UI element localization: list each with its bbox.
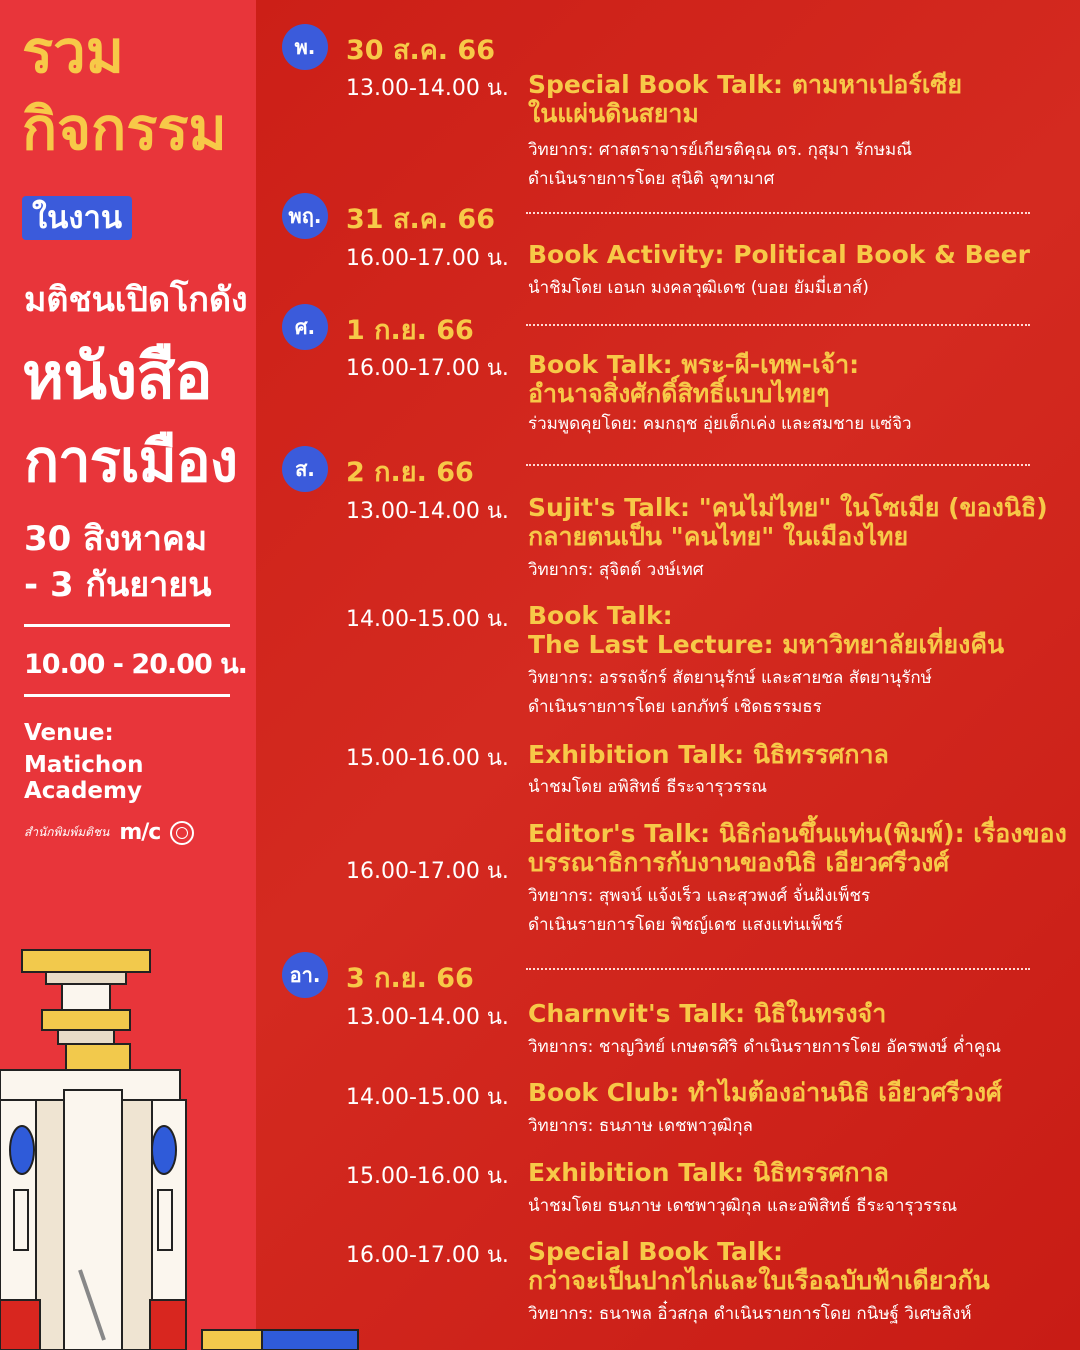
- event-title: Charnvit's Talk: นิธิในทรงจำ: [528, 999, 887, 1028]
- matichon-publishing-logo: สำนักพิมพ์มติชน: [24, 825, 110, 839]
- event-title: Exhibition Talk: นิธิทรรศกาล: [528, 740, 889, 769]
- event-time: 16.00-17.00 น.: [346, 356, 509, 381]
- event-title: กว่าจะเป็นปากไก่และใบเรือฉบับฟ้าเดียวกัน: [528, 1266, 990, 1295]
- dotted-separator: [526, 968, 1030, 970]
- day-circle-badge: พ.: [282, 24, 328, 70]
- event-detail: วิทยากร: ชาญวิทย์ เกษตรศิริ ดำเนินรายการโดย อัครพงษ์ ค่ำคูณ: [528, 1037, 1001, 1057]
- dotted-separator: [526, 324, 1030, 326]
- event-title: ในแผ่นดินสยาม: [528, 99, 699, 128]
- event-time: 16.00-17.00 น.: [346, 246, 509, 271]
- schedule-date: 3 ก.ย. 66: [346, 963, 474, 994]
- event-detail: วิทยากร: อรรถจักร์ สัตยานุรักษ์ และสายชล สัตยานุรักษ์: [528, 668, 932, 688]
- day-circle-badge: อา.: [282, 952, 328, 998]
- event-detail: วิทยากร: ศาสตราจารย์เกียรติคุณ ดร. กุสุมา รักษมณี: [528, 140, 913, 160]
- event-detail: นำชมโดย ธนภาษ เดชพาวุฒิกุล และอพิสิทธ์ ธีระจารุวรรณ: [528, 1196, 958, 1216]
- mc-logo: m/c: [119, 820, 161, 845]
- day-circle-badge: พฤ.: [282, 193, 328, 239]
- event-name-line-2: หนังสือ: [22, 340, 212, 414]
- event-title: อำนาจสิ่งศักดิ์สิทธิ์แบบไทยๆ: [528, 379, 830, 408]
- event-title: Book Talk:: [528, 601, 673, 630]
- event-detail: วิทยากร: สุพจน์ แจ้งเร็ว และสุวพงศ์ จั่นฝังเพ็ชร: [528, 886, 871, 906]
- event-title: Book Talk: พระ-ผี-เทพ-เจ้า:: [528, 350, 860, 379]
- opening-hours: 10.00 - 20.00 น.: [24, 649, 247, 680]
- schedule-date: 30 ส.ค. 66: [346, 35, 496, 66]
- venue-label: Venue:: [24, 720, 114, 746]
- dates-line-1: 30 สิงหาคม: [24, 519, 208, 559]
- divider: [24, 694, 230, 697]
- left-panel: [0, 0, 256, 1350]
- dotted-separator: [526, 464, 1030, 466]
- event-detail: นำชมโดย อพิสิทธ์ ธีระจารุวรรณ: [528, 777, 768, 797]
- event-name-line-1: มติชนเปิดโกดัง: [24, 280, 248, 320]
- title-line-1: รวม: [22, 18, 124, 86]
- event-time: 15.00-16.00 น.: [346, 1164, 509, 1189]
- event-time: 13.00-14.00 น.: [346, 499, 509, 524]
- seal-logo-icon: [170, 821, 194, 845]
- event-title: The Last Lecture: มหาวิทยาลัยเที่ยงคืน: [528, 630, 1005, 659]
- event-title: Exhibition Talk: นิธิทรรศกาล: [528, 1158, 889, 1187]
- democracy-monument-illustration: [0, 940, 256, 1350]
- event-title: Special Book Talk: ตามหาเปอร์เซีย: [528, 70, 963, 99]
- event-detail: วิทยากร: ธนภาษ เดชพาวุฒิกุล: [528, 1116, 753, 1136]
- event-time: 16.00-17.00 น.: [346, 859, 509, 884]
- venue-value: Matichon Academy: [24, 752, 144, 804]
- in-event-badge: ในงาน: [22, 196, 132, 240]
- event-detail: วิทยากร: ธนาพล อิ๋วสกุล ดำเนินรายการโดย กนิษฐ์ วิเศษสิงห์: [528, 1304, 972, 1324]
- event-detail: ร่วมพูดคุยโดย: คมกฤช อุ่ยเต็กเค่ง และสมชาย แซ่จิว: [528, 414, 912, 434]
- event-time: 13.00-14.00 น.: [346, 76, 509, 101]
- event-title: กลายตนเป็น "คนไทย" ในเมืองไทย: [528, 522, 909, 551]
- schedule-date: 2 ก.ย. 66: [346, 457, 474, 488]
- event-title: Editor's Talk: นิธิก่อนขึ้นแท่น(พิมพ์): เรื่องของ: [528, 819, 1067, 848]
- day-circle-badge: ศ.: [282, 304, 328, 350]
- event-title: บรรณาธิการกับงานของนิธิ เอียวศรีวงศ์: [528, 848, 950, 877]
- title-line-2: กิจกรรม: [22, 95, 227, 163]
- divider: [24, 624, 230, 627]
- event-time: 14.00-15.00 น.: [346, 607, 509, 632]
- day-circle-badge: ส.: [282, 446, 328, 492]
- dates-line-2: - 3 กันยายน: [24, 565, 212, 605]
- event-detail: ดำเนินรายการโดย เอกภัทร์ เชิดธรรมธร: [528, 697, 822, 717]
- event-time: 13.00-14.00 น.: [346, 1005, 509, 1030]
- event-time: 15.00-16.00 น.: [346, 746, 509, 771]
- event-detail: ดำเนินรายการโดย สุนิติ จุฑามาศ: [528, 169, 775, 189]
- event-title: Special Book Talk:: [528, 1237, 784, 1266]
- schedule-date: 31 ส.ค. 66: [346, 204, 496, 235]
- event-dates: [24, 516, 211, 608]
- schedule-panel: [256, 0, 1080, 1350]
- dotted-separator: [526, 212, 1030, 214]
- event-detail: ดำเนินรายการโดย พิชญ์เดช แสงแท่นเพ็ชร์: [528, 915, 843, 935]
- event-time: 16.00-17.00 น.: [346, 1243, 509, 1268]
- event-detail: นำชิมโดย เอนก มงคลวุฒิเดช (บอย ยัมมี่เฮาส์): [528, 278, 869, 298]
- event-name-line-3: การเมือง: [24, 427, 238, 495]
- bottom-blocks: [0, 1320, 360, 1350]
- event-time: 14.00-15.00 น.: [346, 1085, 509, 1110]
- event-title: Book Activity: Political Book & Beer: [528, 240, 1030, 269]
- publisher-logos: [24, 820, 194, 845]
- event-detail: วิทยากร: สุจิตต์ วงษ์เทศ: [528, 560, 704, 580]
- event-title: Book Club: ทำไมต้องอ่านนิธิ เอียวศรีวงศ์: [528, 1078, 1002, 1107]
- schedule-date: 1 ก.ย. 66: [346, 315, 474, 346]
- event-title: Sujit's Talk: "คนไม่ไทย" ในโซเมีย (ของนิธิ): [528, 493, 1048, 522]
